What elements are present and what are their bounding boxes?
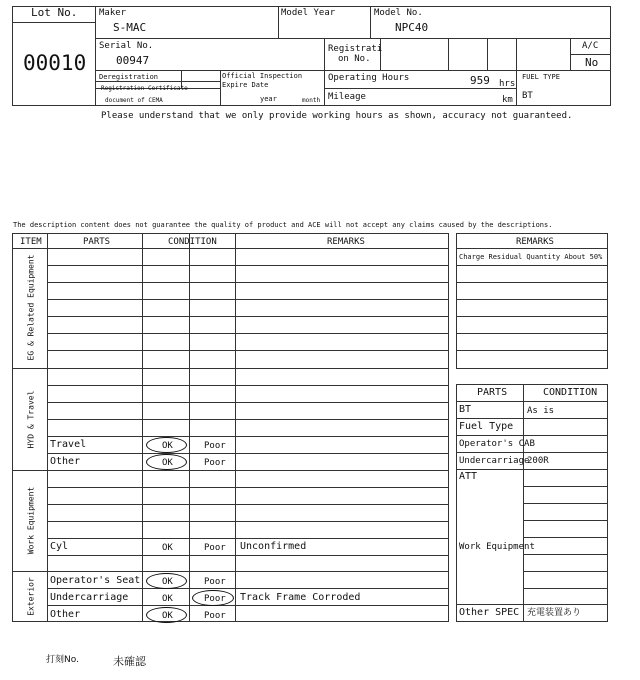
- maker-label: Maker: [99, 8, 127, 18]
- right-condition-header: CONDITION: [543, 387, 598, 398]
- registration-label-1: Registrati: [328, 44, 383, 54]
- table-row-line: [47, 385, 449, 386]
- other-ext-poor: Poor: [204, 611, 226, 621]
- parts-row-line: [523, 571, 608, 572]
- cyl-ok: OK: [162, 543, 173, 553]
- table-row-line: [47, 605, 449, 606]
- operating-hours-value: 959: [470, 74, 490, 87]
- official-inspection-label-2: Expire Date: [222, 81, 269, 89]
- travel-ok-circle: [146, 437, 187, 453]
- section-eg: EG & Related Equipment: [26, 254, 36, 361]
- lot-no-label: Lot No.: [31, 6, 78, 19]
- document-cema-label: document of CEMA: [105, 97, 163, 104]
- stamp-value: 未確認: [113, 655, 146, 668]
- official-inspection-label-1: Official Inspection: [222, 72, 303, 80]
- stamp-label: 打刻No.: [46, 655, 79, 665]
- table-row-line: [47, 436, 449, 437]
- model-year-label: Model Year: [281, 8, 336, 18]
- month-label: month: [302, 97, 321, 104]
- fuel-type-value: BT: [522, 91, 533, 101]
- table-row-line: [47, 402, 449, 403]
- serial-no-label: Serial No.: [99, 41, 154, 51]
- col-remarks: REMARKS: [327, 237, 365, 247]
- deregistration-label: Deregistration: [99, 73, 159, 81]
- rp-fuel-type-label: Fuel Type: [459, 421, 514, 432]
- ac-label: A/C: [582, 41, 599, 51]
- section-exterior: Exterior: [26, 577, 36, 616]
- table-row-line: [47, 265, 449, 266]
- ac-value: No: [585, 56, 599, 69]
- seat-ok: OK: [162, 577, 173, 587]
- fuel-type-label: FUEL TYPE: [522, 73, 560, 81]
- section-hyd: HYD & Travel: [26, 390, 36, 449]
- table-row-line: [47, 487, 449, 488]
- right-parts-header: PARTS: [477, 387, 508, 398]
- table-row-line: [47, 555, 449, 556]
- parts-row-line: [523, 486, 608, 487]
- travel-ok: OK: [162, 441, 173, 451]
- rp-att-label: ATT: [459, 471, 478, 482]
- col-condition: CONDITION: [168, 237, 217, 247]
- parts-row-line: [523, 503, 608, 504]
- row-undercarriage: Undercarriage: [50, 592, 129, 603]
- undercarriage-ok: OK: [162, 594, 173, 604]
- table-row-line: [47, 419, 449, 420]
- registration-label-2: on No.: [338, 54, 371, 64]
- other-hyd-ok: OK: [162, 458, 173, 468]
- section-work: Work Equipment: [26, 486, 36, 555]
- other-ext-ok: OK: [162, 611, 173, 621]
- table-row-line: [47, 588, 449, 589]
- table-row-line: [47, 521, 449, 522]
- table-row-line: [47, 316, 449, 317]
- undercarriage-poor-circle: [192, 590, 234, 606]
- remark-row-line: [456, 316, 608, 317]
- table-row-line: [47, 282, 449, 283]
- model-no-value: NPC40: [395, 21, 429, 34]
- rp-other-spec-value: 充電装置あり: [527, 608, 582, 618]
- maker-value: S-MAC: [113, 21, 147, 34]
- other-ext-ok-circle: [146, 607, 187, 623]
- lot-no-value: 00010: [23, 51, 87, 75]
- col-item: ITEM: [20, 237, 42, 247]
- registration-certificate-label: Registration Certificate: [101, 85, 188, 92]
- mileage-label: Mileage: [328, 92, 366, 102]
- description-note: The description content does not guarantee the quality of product and ACE will not accept any claims caused by the descriptions.: [13, 221, 553, 229]
- table-row-line: [47, 453, 449, 454]
- km-label: km: [502, 95, 513, 105]
- table-row-line: [47, 504, 449, 505]
- rp-undercarriage-value: 200R: [527, 456, 549, 466]
- model-no-label: Model No.: [374, 8, 423, 18]
- remark-row-line: [456, 299, 608, 300]
- parts-row-line: [523, 537, 608, 538]
- cyl-remark: Unconfirmed: [240, 541, 307, 552]
- parts-row-line: [523, 520, 608, 521]
- hrs-label: hrs: [499, 79, 516, 89]
- remark-row-line: [456, 350, 608, 351]
- row-operators-seat: Operator's Seat: [50, 575, 141, 586]
- col-parts: PARTS: [83, 237, 111, 247]
- undercarriage-poor: Poor: [204, 594, 226, 604]
- rp-bt-value: As is: [527, 406, 555, 416]
- hours-note: Please understand that we only provide working hours as shown, accuracy not guaranteed.: [101, 111, 573, 121]
- rp-undercarriage-label: Undercarriage: [459, 456, 530, 466]
- row-cyl: Cyl: [50, 541, 69, 552]
- operating-hours-label: Operating Hours: [328, 73, 410, 83]
- rp-work-equipment-label: Work Equipment: [459, 542, 535, 552]
- row-other-hyd: Other: [50, 456, 81, 467]
- seat-ok-circle: [146, 573, 187, 589]
- remark-row-line: [456, 333, 608, 334]
- right-remarks-line1: Charge Residual Quantity About 50%: [459, 253, 603, 261]
- rp-other-spec-label: Other SPEC: [459, 607, 520, 618]
- row-other-ext: Other: [50, 609, 81, 620]
- remark-row-line: [456, 265, 608, 266]
- remark-row-line: [456, 282, 608, 283]
- seat-poor: Poor: [204, 577, 226, 587]
- right-remarks-header: REMARKS: [516, 237, 554, 247]
- serial-no-value: 00947: [116, 54, 150, 67]
- other-hyd-ok-circle: [146, 454, 187, 470]
- other-hyd-poor: Poor: [204, 458, 226, 468]
- table-row-line: [47, 333, 449, 334]
- undercarriage-remark: Track Frame Corroded: [240, 592, 361, 603]
- rp-bt-label: BT: [459, 404, 472, 415]
- travel-poor: Poor: [204, 441, 226, 451]
- year-label: year: [260, 95, 277, 103]
- table-row-line: [47, 350, 449, 351]
- row-travel: Travel: [50, 439, 87, 450]
- cyl-poor: Poor: [204, 543, 226, 553]
- parts-row-line: [523, 588, 608, 589]
- rp-operators-cab-label: Operator's CAB: [459, 439, 535, 449]
- parts-row-line: [523, 554, 608, 555]
- table-row-line: [47, 538, 449, 539]
- table-row-line: [47, 299, 449, 300]
